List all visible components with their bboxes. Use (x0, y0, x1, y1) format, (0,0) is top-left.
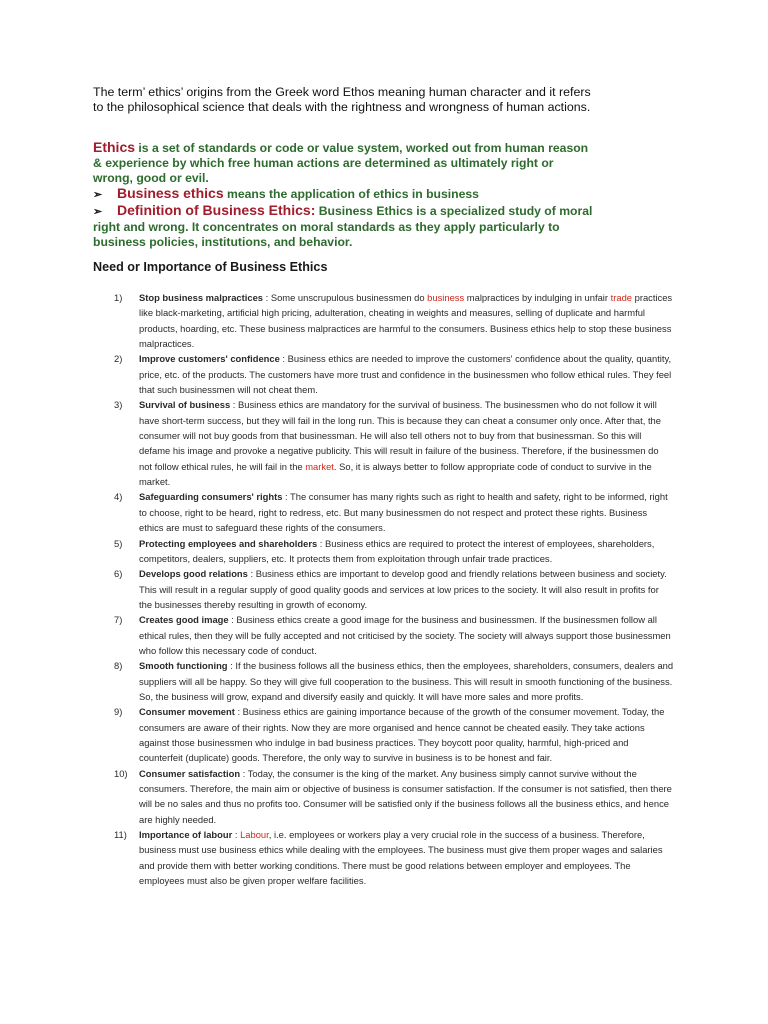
list-item-body (139, 397, 674, 489)
list-item-number: 11) (114, 829, 127, 841)
list-item (114, 290, 674, 351)
list-item (114, 397, 674, 489)
arrow-bullet-icon: ➢ (93, 189, 103, 201)
list-item (114, 536, 674, 567)
section-heading: Need or Importance of Business Ethics (93, 260, 328, 274)
list-item-text: : Some unscrupulous businessmen do (263, 292, 428, 303)
list-item (114, 566, 674, 612)
list-item-text: : The consumer has many rights such as right to health and safety, right to be informed, right to choose, right to be heard, right to redress, etc. But many businessmen do not respect and protect these rights. Business ethics are must to safeguard these rights of the consumers. (139, 491, 668, 534)
definition-text: Business Ethics is a specialized study of moral right and wrong. It concentrates on moral standards as they apply particularly to business policies, institutions, and behavior. (93, 204, 593, 249)
list-item-text: : Business ethics are mandatory for the survival of business. The businessmen who do not follow it will have short-term success, but they will fail in the long run. This is because they can cheat a consumer only once. After that, the consumer will not buy goods from that businessman. He will also tell others not to buy from that businessman. So this will defame his image and provoke a negative publicity. This will result in failure of the business. Therefore, if the businessmen do not follow ethical rules, he will fail in the (139, 399, 661, 472)
list-item-number: 2) (114, 353, 123, 365)
business-ethics-bullet (93, 186, 593, 203)
list-item-number: 4) (114, 491, 123, 503)
definition-term: Definition of Business Ethics: (117, 202, 316, 218)
list-item-body (139, 566, 674, 612)
list-item-text: : Business ethics are needed to improve the customers' confidence about the quality, quantity, price, etc. of the products. The customers have more trust and confidence in the businessmen who follow ethical rules. They feel that such businessmen will not cheat them. (139, 353, 672, 396)
list-item-body (139, 827, 674, 888)
definitions-block (93, 140, 593, 250)
list-item-body (139, 612, 674, 658)
list-item-body (139, 536, 674, 567)
list-item-text: . So, it is always better to follow appropriate code of conduct to survive in the market. (139, 460, 652, 488)
keyword-link[interactable]: trade (610, 292, 632, 303)
list-item-text: malpractices by indulging in unfair (464, 292, 611, 303)
list-item-number: 10) (114, 767, 128, 779)
arrow-bullet-icon: ➢ (93, 206, 103, 218)
list-item-text: : Business ethics create a good image for the business and businessmen. If the businessmen follow all ethical rules, then they will be fully accepted and not criticised by the society. The society will always support those businessmen who follow this necessary code of conduct. (139, 614, 671, 656)
keyword-link[interactable]: market (305, 460, 334, 472)
intro-paragraph: The term’ ethics’ origins from the Greek word Ethos meaning human character and it refers to the philosophical science that deals with the rightness and wrongness of human actions. (93, 85, 591, 114)
list-item-body (139, 658, 674, 704)
list-item-body (139, 704, 674, 765)
list-item-title: Improve customers' confidence (139, 353, 280, 365)
definition-bullet (93, 203, 593, 250)
business-ethics-term: Business ethics (117, 185, 224, 201)
list-item (114, 351, 674, 397)
importance-list (114, 290, 674, 888)
list-item-text: : If the business follows all the business ethics, then the employees, shareholders, consumers, dealers and suppliers will all be happy. So they will give full cooperation to the business. This will result in smooth functioning of the business. So, the business will grow, expand and diversify easily and quickly. It will have more sales and more profits. (139, 660, 674, 702)
list-item-number: 6) (114, 568, 123, 580)
list-item-number: 1) (114, 292, 123, 303)
list-item (114, 489, 674, 535)
list-item-title: Creates good image (139, 614, 229, 626)
list-item (114, 612, 674, 658)
list-item-text: , i.e. employees or workers play a very crucial role in the success of a business. Therefore, business must use business ethics while dealing with the employees. The business must give them proper wages and salaries and provide them with better working conditions. There must be good relations between employer and employees. The employees must also be given proper welfare facilities. (139, 829, 663, 887)
list-item-text: : Today, the consumer is the king of the market. Any business simply cannot survive without the consumers. Therefore, the main aim or objective of business is consumer satisfaction. If the consumer is not satisfied, then there will be no sales and thus no profits too. Consumer will be satisfied only if the business follows all the business ethics, and hence are highly needed. (139, 767, 672, 825)
list-item-body (139, 489, 674, 535)
list-item-text: : Business ethics are gaining importance because of the growth of the consumer movement. Today, the consumers are aware of their rights. Now they are more organised and hence cannot be cheated easily. They take actions against those businessmen who indulge in bad business practices. They boycott poor quality, harmful, high-priced and counterfeit (duplicate) goods. Therefore, the only way to survive in business is to be honest and fair. (139, 706, 665, 764)
list-item-title: Importance of labour (139, 829, 233, 841)
list-item-title: Consumer movement (139, 706, 235, 718)
keyword-link[interactable]: business (427, 292, 465, 303)
list-item-text: : Business ethics are important to develop good and friendly relations between business and society. This will result in a regular supply of good quality goods and services at low prices to the society. It will also result in profits for the businesses thereby resulting in growth of economy. (139, 568, 667, 610)
list-item (114, 766, 674, 827)
list-item-title: Stop business malpractices (139, 292, 264, 303)
ethics-definition (93, 140, 593, 186)
list-item (114, 704, 674, 765)
list-item-title: Consumer satisfaction (139, 767, 241, 779)
list-item-title: Smooth functioning (139, 660, 228, 672)
keyword-link[interactable]: Labour (240, 829, 269, 841)
list-item-title: Survival of business (139, 399, 231, 411)
list-item-text: : Business ethics are required to protect the interest of employees, shareholders, competitors, dealers, suppliers, etc. It protects them from exploitation through unfair trade practices. (139, 537, 655, 564)
list-item-text: : (232, 829, 241, 841)
list-item (114, 658, 674, 704)
list-item-title: Safeguarding consumers' rights (139, 491, 283, 503)
list-item-number: 5) (114, 537, 123, 549)
list-item-number: 8) (114, 660, 123, 672)
list-item-number: 3) (114, 399, 123, 411)
list-item-title: Develops good relations (139, 568, 248, 580)
list-item-body (139, 351, 674, 397)
list-item (114, 827, 674, 888)
list-item-number: 9) (114, 706, 123, 718)
list-item-text: practices like black-marketing, artificial high pricing, adulteration, cheating in weights and measures, selling of duplicate and harmful products, hoarding, etc. These business malpractices are harmful to the consumers. Business ethics help to stop these business malpractices. (139, 292, 673, 350)
list-item-number: 7) (114, 614, 123, 626)
ethics-term: Ethics (93, 139, 136, 155)
list-item-title: Protecting employees and shareholders (139, 537, 318, 549)
business-ethics-text: means the application of ethics in business (223, 187, 479, 201)
list-item-body (139, 766, 674, 827)
list-item-body (139, 290, 674, 351)
ethics-text: is a set of standards or code or value system, worked out from human reason & experience by which free human actions are determined as ultimately right or wrong, good or evil. (93, 141, 589, 185)
